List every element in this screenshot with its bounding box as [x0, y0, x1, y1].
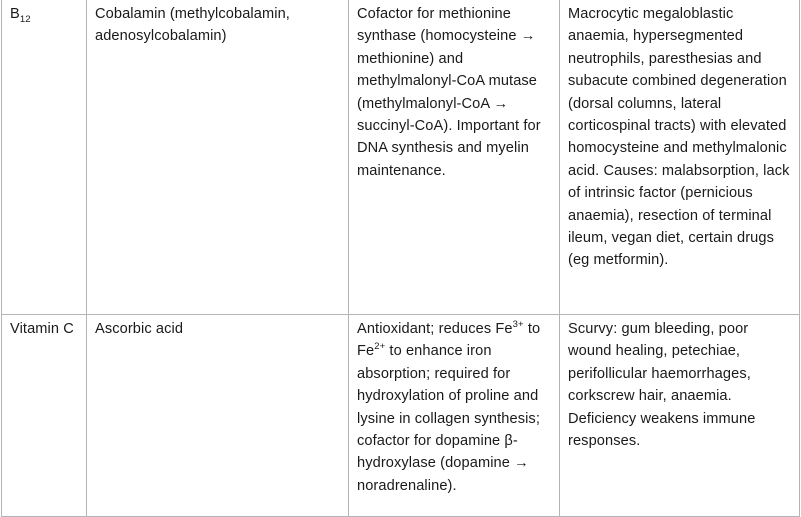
deficiency-cell: Macrocytic megaloblastic anaemia, hypersegmented neutrophils, paresthesias and subacute combined degeneration (dorsal columns, lateral corticospinal tracts) with elevated homocysteine and methylmalonic acid. Causes: malabsorption, lack of intrinsic factor (pernicious anaemia), resection of terminal ileum, vegan diet, certain drugs (eg metformin). — [560, 0, 800, 315]
vitamin-cell: Vitamin C — [2, 315, 87, 517]
function-text: Antioxidant; reduces Fe — [357, 321, 513, 337]
table-row-vitamin-c — [2, 315, 800, 517]
function-text: to enhance iron absorption; required for hydroxylation of proline and lysine in collagen synthesis; cofactor for dopamine β-hydroxylase (dopamine → noradrenaline). — [357, 343, 540, 494]
iron-charge-superscript: 3+ — [512, 319, 524, 331]
function-cell: Cofactor for methionine synthase (homocysteine → methionine) and methylmalonyl-CoA mutase (methylmalonyl-CoA → succinyl-CoA). Important for DNA synthesis and myelin maintenance. — [349, 0, 560, 315]
iron-charge-superscript: 2+ — [374, 341, 386, 353]
chemical-name-cell: Cobalamin (methylcobalamin, adenosylcobalamin) — [87, 0, 349, 315]
deficiency-cell: Scurvy: gum bleeding, poor wound healing, petechiae, perifollicular haemorrhages, corkscrew hair, anaemia. Deficiency weakens immune responses. — [560, 315, 800, 517]
function-text: to Fe — [357, 321, 541, 360]
vitamin-label: B — [10, 6, 20, 22]
function-cell — [349, 315, 560, 517]
chemical-name-cell: Ascorbic acid — [87, 315, 349, 517]
vitamin-subscript: 12 — [19, 13, 31, 25]
table-row-b12 — [2, 0, 800, 315]
vitamin-cell — [2, 0, 87, 315]
vitamin-table — [1, 0, 800, 517]
